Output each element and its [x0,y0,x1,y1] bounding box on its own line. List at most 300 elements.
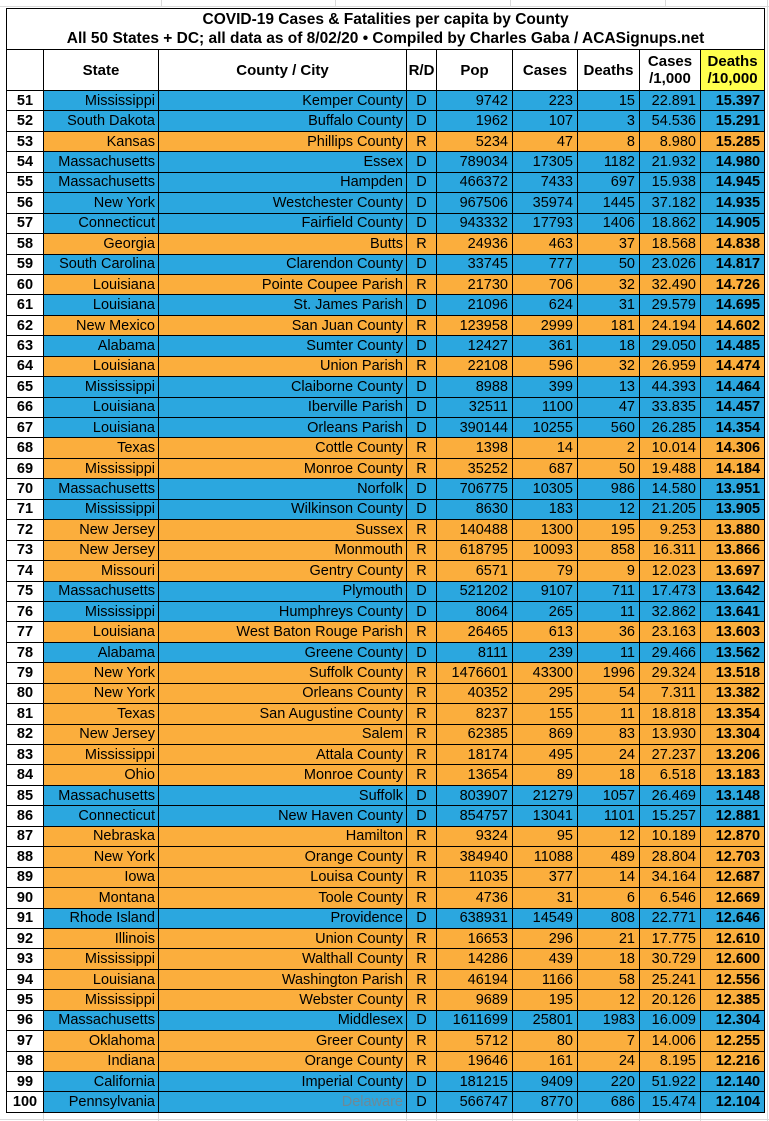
cell-county[interactable]: Humphreys County [159,601,407,621]
cell-population[interactable]: 8988 [437,377,513,397]
cell-party[interactable]: R [407,1051,437,1071]
cell-deaths[interactable]: 11 [578,704,640,724]
cell-state[interactable]: Massachusetts [44,785,159,805]
cell-population[interactable]: 46194 [437,969,513,989]
cell-county[interactable]: Kemper County [159,91,407,111]
cell-cases-per-1000[interactable]: 29.579 [640,295,701,315]
cell-party[interactable]: R [407,622,437,642]
cell-cases[interactable]: 1300 [513,520,578,540]
cell-population[interactable]: 181215 [437,1072,513,1092]
cell-deaths[interactable]: 12 [578,499,640,519]
cell-deaths[interactable]: 181 [578,315,640,335]
cell-cases-per-1000[interactable]: 18.568 [640,234,701,254]
cell-cases[interactable]: 10093 [513,540,578,560]
cell-cases[interactable]: 155 [513,704,578,724]
cell-cases-per-1000[interactable]: 8.195 [640,1051,701,1071]
cell-population[interactable]: 8111 [437,642,513,662]
cell-cases[interactable]: 495 [513,745,578,765]
cell-rank[interactable]: 100 [7,1092,44,1112]
cell-cases[interactable]: 17305 [513,152,578,172]
cell-deaths[interactable]: 18 [578,336,640,356]
cell-cases[interactable]: 31 [513,888,578,908]
cell-party[interactable]: R [407,561,437,581]
cell-population[interactable]: 566747 [437,1092,513,1112]
cell-county[interactable]: Attala County [159,745,407,765]
cell-deaths-per-10000[interactable]: 13.951 [701,479,765,499]
cell-party[interactable]: D [407,581,437,601]
cell-population[interactable]: 16653 [437,928,513,948]
cell-county[interactable]: Salem [159,724,407,744]
cell-party[interactable]: D [407,601,437,621]
cell-rank[interactable]: 75 [7,581,44,601]
cell-cases[interactable]: 9409 [513,1072,578,1092]
cell-deaths-per-10000[interactable]: 12.669 [701,888,765,908]
cell-deaths-per-10000[interactable]: 12.140 [701,1072,765,1092]
cell-cases[interactable]: 2999 [513,315,578,335]
cell-deaths[interactable]: 489 [578,847,640,867]
cell-cases-per-1000[interactable]: 29.050 [640,336,701,356]
cell-deaths-per-10000[interactable]: 12.646 [701,908,765,928]
column-header-county[interactable]: County / City [159,50,407,91]
cell-population[interactable]: 62385 [437,724,513,744]
cell-state[interactable]: Mississippi [44,990,159,1010]
cell-rank[interactable]: 97 [7,1031,44,1051]
cell-deaths[interactable]: 32 [578,356,640,376]
cell-population[interactable]: 8630 [437,499,513,519]
cell-cases-per-1000[interactable]: 16.311 [640,540,701,560]
cell-cases[interactable]: 624 [513,295,578,315]
cell-state[interactable]: Texas [44,438,159,458]
cell-deaths-per-10000[interactable]: 12.304 [701,1010,765,1030]
cell-county[interactable]: Buffalo County [159,111,407,131]
cell-state[interactable]: New Mexico [44,315,159,335]
cell-rank[interactable]: 86 [7,806,44,826]
cell-county[interactable]: Webster County [159,990,407,1010]
cell-population[interactable]: 32511 [437,397,513,417]
cell-deaths[interactable]: 808 [578,908,640,928]
cell-party[interactable]: D [407,254,437,274]
cell-cases-per-1000[interactable]: 19.488 [640,458,701,478]
cell-county[interactable]: Greer County [159,1031,407,1051]
cell-cases-per-1000[interactable]: 32.862 [640,601,701,621]
cell-rank[interactable]: 80 [7,683,44,703]
cell-county[interactable]: Plymouth [159,581,407,601]
cell-deaths[interactable]: 24 [578,1051,640,1071]
cell-party[interactable]: D [407,479,437,499]
cell-cases[interactable]: 7433 [513,172,578,192]
cell-cases-per-1000[interactable]: 8.980 [640,131,701,151]
cell-deaths-per-10000[interactable]: 13.148 [701,785,765,805]
cell-cases-per-1000[interactable]: 23.163 [640,622,701,642]
cell-rank[interactable]: 61 [7,295,44,315]
cell-deaths-per-10000[interactable]: 13.641 [701,601,765,621]
cell-rank[interactable]: 76 [7,601,44,621]
cell-population[interactable]: 19646 [437,1051,513,1071]
cell-state[interactable]: New York [44,663,159,683]
cell-rank[interactable]: 92 [7,928,44,948]
cell-deaths[interactable]: 711 [578,581,640,601]
cell-party[interactable]: R [407,438,437,458]
cell-deaths-per-10000[interactable]: 14.838 [701,234,765,254]
cell-county[interactable]: San Augustine County [159,704,407,724]
cell-cases-per-1000[interactable]: 21.932 [640,152,701,172]
cell-deaths-per-10000[interactable]: 13.206 [701,745,765,765]
cell-rank[interactable]: 70 [7,479,44,499]
cell-county[interactable]: Hampden [159,172,407,192]
cell-rank[interactable]: 81 [7,704,44,724]
cell-state[interactable]: Alabama [44,642,159,662]
cell-cases-per-1000[interactable]: 16.009 [640,1010,701,1030]
cell-county[interactable]: Hamilton [159,826,407,846]
cell-deaths[interactable]: 195 [578,520,640,540]
cell-cases-per-1000[interactable]: 37.182 [640,193,701,213]
cell-population[interactable]: 24936 [437,234,513,254]
cell-state[interactable]: Indiana [44,1051,159,1071]
cell-rank[interactable]: 68 [7,438,44,458]
cell-deaths-per-10000[interactable]: 12.556 [701,969,765,989]
cell-cases-per-1000[interactable]: 6.518 [640,765,701,785]
cell-state[interactable]: New Jersey [44,724,159,744]
cell-deaths-per-10000[interactable]: 12.687 [701,867,765,887]
cell-cases[interactable]: 10255 [513,418,578,438]
cell-county[interactable]: Gentry County [159,561,407,581]
cell-state[interactable]: Louisiana [44,356,159,376]
cell-rank[interactable]: 65 [7,377,44,397]
cell-party[interactable]: D [407,91,437,111]
cell-party[interactable]: R [407,274,437,294]
cell-cases[interactable]: 706 [513,274,578,294]
cell-cases-per-1000[interactable]: 23.026 [640,254,701,274]
cell-cases[interactable]: 17793 [513,213,578,233]
cell-county[interactable]: Sumter County [159,336,407,356]
cell-cases[interactable]: 10305 [513,479,578,499]
cell-cases[interactable]: 265 [513,601,578,621]
cell-population[interactable]: 9742 [437,91,513,111]
cell-party[interactable]: D [407,111,437,131]
cell-population[interactable]: 13654 [437,765,513,785]
cell-state[interactable]: Connecticut [44,806,159,826]
cell-rank[interactable]: 78 [7,642,44,662]
cell-cases-per-1000[interactable]: 44.393 [640,377,701,397]
cell-county[interactable]: Butts [159,234,407,254]
cell-party[interactable]: R [407,990,437,1010]
cell-deaths-per-10000[interactable]: 13.905 [701,499,765,519]
cell-population[interactable]: 1476601 [437,663,513,683]
cell-deaths[interactable]: 83 [578,724,640,744]
cell-population[interactable]: 6571 [437,561,513,581]
cell-county[interactable]: Essex [159,152,407,172]
column-header-pop[interactable]: Pop [437,50,513,91]
cell-county[interactable]: Clarendon County [159,254,407,274]
cell-deaths-per-10000[interactable]: 14.184 [701,458,765,478]
cell-deaths[interactable]: 36 [578,622,640,642]
cell-deaths[interactable]: 686 [578,1092,640,1112]
cell-county[interactable]: Providence [159,908,407,928]
cell-party[interactable]: R [407,458,437,478]
cell-rank[interactable]: 93 [7,949,44,969]
cell-party[interactable]: R [407,745,437,765]
cell-cases[interactable]: 13041 [513,806,578,826]
cell-cases-per-1000[interactable]: 30.729 [640,949,701,969]
cell-population[interactable]: 854757 [437,806,513,826]
cell-rank[interactable]: 88 [7,847,44,867]
cell-deaths[interactable]: 32 [578,274,640,294]
cell-party[interactable]: R [407,356,437,376]
cell-party[interactable]: D [407,418,437,438]
cell-population[interactable]: 8064 [437,601,513,621]
cell-rank[interactable]: 60 [7,274,44,294]
cell-county[interactable]: Suffolk [159,785,407,805]
cell-state[interactable]: Connecticut [44,213,159,233]
cell-population[interactable]: 5712 [437,1031,513,1051]
cell-deaths-per-10000[interactable]: 14.945 [701,172,765,192]
cell-cases-per-1000[interactable]: 15.938 [640,172,701,192]
cell-state[interactable]: Mississippi [44,745,159,765]
cell-county[interactable]: Norfolk [159,479,407,499]
column-header-cases-per-1000[interactable]: Cases /1,000 [640,50,701,91]
cell-cases[interactable]: 239 [513,642,578,662]
cell-deaths-per-10000[interactable]: 14.485 [701,336,765,356]
cell-cases-per-1000[interactable]: 17.775 [640,928,701,948]
cell-state[interactable]: New Jersey [44,520,159,540]
cell-county[interactable]: Greene County [159,642,407,662]
cell-deaths[interactable]: 1057 [578,785,640,805]
cell-cases-per-1000[interactable]: 51.922 [640,1072,701,1092]
cell-party[interactable]: D [407,172,437,192]
cell-county[interactable]: Orange County [159,1051,407,1071]
cell-deaths-per-10000[interactable]: 12.881 [701,806,765,826]
cell-population[interactable]: 618795 [437,540,513,560]
cell-rank[interactable]: 51 [7,91,44,111]
cell-deaths-per-10000[interactable]: 12.610 [701,928,765,948]
cell-cases[interactable]: 613 [513,622,578,642]
cell-state[interactable]: Iowa [44,867,159,887]
cell-party[interactable]: R [407,683,437,703]
cell-state[interactable]: Kansas [44,131,159,151]
cell-party[interactable]: D [407,397,437,417]
cell-cases[interactable]: 361 [513,336,578,356]
cell-deaths-per-10000[interactable]: 13.183 [701,765,765,785]
cell-county[interactable]: Orleans County [159,683,407,703]
cell-deaths-per-10000[interactable]: 14.905 [701,213,765,233]
cell-deaths-per-10000[interactable]: 12.104 [701,1092,765,1112]
cell-county[interactable]: Westchester County [159,193,407,213]
cell-deaths[interactable]: 220 [578,1072,640,1092]
cell-deaths[interactable]: 50 [578,254,640,274]
cell-cases-per-1000[interactable]: 14.006 [640,1031,701,1051]
cell-deaths-per-10000[interactable]: 13.866 [701,540,765,560]
cell-rank[interactable]: 64 [7,356,44,376]
cell-state[interactable]: Louisiana [44,274,159,294]
cell-population[interactable]: 803907 [437,785,513,805]
cell-cases[interactable]: 47 [513,131,578,151]
cell-deaths[interactable]: 3 [578,111,640,131]
cell-deaths[interactable]: 6 [578,888,640,908]
cell-deaths-per-10000[interactable]: 13.518 [701,663,765,683]
cell-deaths[interactable]: 21 [578,928,640,948]
cell-state[interactable]: Mississippi [44,949,159,969]
cell-cases[interactable]: 161 [513,1051,578,1071]
cell-cases[interactable]: 79 [513,561,578,581]
cell-party[interactable]: R [407,949,437,969]
cell-population[interactable]: 22108 [437,356,513,376]
cell-deaths-per-10000[interactable]: 14.474 [701,356,765,376]
cell-party[interactable]: D [407,1072,437,1092]
cell-deaths-per-10000[interactable]: 14.935 [701,193,765,213]
cell-cases-per-1000[interactable]: 22.771 [640,908,701,928]
cell-state[interactable]: Mississippi [44,601,159,621]
cell-cases[interactable]: 295 [513,683,578,703]
cell-rank[interactable]: 54 [7,152,44,172]
cell-county[interactable]: Suffolk County [159,663,407,683]
cell-rank[interactable]: 84 [7,765,44,785]
cell-rank[interactable]: 58 [7,234,44,254]
cell-rank[interactable]: 57 [7,213,44,233]
cell-rank[interactable]: 72 [7,520,44,540]
cell-rank[interactable]: 95 [7,990,44,1010]
cell-rank[interactable]: 98 [7,1051,44,1071]
cell-deaths-per-10000[interactable]: 13.642 [701,581,765,601]
cell-deaths-per-10000[interactable]: 14.464 [701,377,765,397]
cell-county[interactable]: Cottle County [159,438,407,458]
cell-population[interactable]: 33745 [437,254,513,274]
cell-population[interactable]: 521202 [437,581,513,601]
cell-county[interactable]: San Juan County [159,315,407,335]
cell-county[interactable]: Toole County [159,888,407,908]
cell-cases[interactable]: 14549 [513,908,578,928]
cell-cases-per-1000[interactable]: 26.285 [640,418,701,438]
cell-county[interactable]: Delaware [159,1092,407,1112]
cell-cases[interactable]: 777 [513,254,578,274]
cell-population[interactable]: 1962 [437,111,513,131]
cell-party[interactable]: D [407,336,437,356]
cell-party[interactable]: R [407,131,437,151]
cell-rank[interactable]: 56 [7,193,44,213]
cell-state[interactable]: New York [44,193,159,213]
cell-population[interactable]: 967506 [437,193,513,213]
cell-deaths[interactable]: 12 [578,826,640,846]
cell-deaths-per-10000[interactable]: 12.870 [701,826,765,846]
cell-county[interactable]: Monroe County [159,458,407,478]
cell-deaths[interactable]: 24 [578,745,640,765]
cell-cases-per-1000[interactable]: 18.818 [640,704,701,724]
cell-rank[interactable]: 77 [7,622,44,642]
cell-county[interactable]: Fairfield County [159,213,407,233]
cell-state[interactable]: South Carolina [44,254,159,274]
cell-state[interactable]: New York [44,847,159,867]
cell-deaths[interactable]: 7 [578,1031,640,1051]
cell-state[interactable]: Louisiana [44,397,159,417]
cell-county[interactable]: Monmouth [159,540,407,560]
cell-deaths-per-10000[interactable]: 12.216 [701,1051,765,1071]
cell-cases[interactable]: 296 [513,928,578,948]
cell-cases-per-1000[interactable]: 13.930 [640,724,701,744]
cell-state[interactable]: Mississippi [44,377,159,397]
cell-cases[interactable]: 869 [513,724,578,744]
cell-cases-per-1000[interactable]: 24.194 [640,315,701,335]
cell-state[interactable]: Montana [44,888,159,908]
cell-cases-per-1000[interactable]: 29.466 [640,642,701,662]
cell-cases-per-1000[interactable]: 6.546 [640,888,701,908]
cell-county[interactable]: St. James Parish [159,295,407,315]
cell-rank[interactable]: 71 [7,499,44,519]
cell-party[interactable]: D [407,1010,437,1030]
cell-deaths[interactable]: 37 [578,234,640,254]
cell-cases[interactable]: 9107 [513,581,578,601]
cell-deaths[interactable]: 54 [578,683,640,703]
cell-rank[interactable]: 74 [7,561,44,581]
cell-county[interactable]: Orleans Parish [159,418,407,438]
cell-state[interactable]: Mississippi [44,499,159,519]
cell-party[interactable]: R [407,765,437,785]
cell-cases-per-1000[interactable]: 15.257 [640,806,701,826]
cell-county[interactable]: Union County [159,928,407,948]
cell-county[interactable]: Union Parish [159,356,407,376]
cell-deaths[interactable]: 31 [578,295,640,315]
cell-party[interactable]: R [407,520,437,540]
cell-deaths-per-10000[interactable]: 12.385 [701,990,765,1010]
cell-deaths[interactable]: 2 [578,438,640,458]
cell-state[interactable]: Mississippi [44,91,159,111]
cell-party[interactable]: R [407,867,437,887]
cell-state[interactable]: Alabama [44,336,159,356]
cell-deaths-per-10000[interactable]: 13.304 [701,724,765,744]
cell-population[interactable]: 123958 [437,315,513,335]
cell-rank[interactable]: 62 [7,315,44,335]
cell-cases[interactable]: 596 [513,356,578,376]
cell-deaths[interactable]: 1101 [578,806,640,826]
cell-party[interactable]: R [407,724,437,744]
cell-population[interactable]: 26465 [437,622,513,642]
cell-county[interactable]: Orange County [159,847,407,867]
cell-deaths[interactable]: 858 [578,540,640,560]
cell-deaths-per-10000[interactable]: 14.980 [701,152,765,172]
cell-cases[interactable]: 80 [513,1031,578,1051]
cell-cases[interactable]: 399 [513,377,578,397]
cell-state[interactable]: Illinois [44,928,159,948]
cell-deaths[interactable]: 1445 [578,193,640,213]
cell-rank[interactable]: 69 [7,458,44,478]
cell-party[interactable]: R [407,888,437,908]
cell-county[interactable]: New Haven County [159,806,407,826]
cell-cases-per-1000[interactable]: 26.469 [640,785,701,805]
cell-deaths[interactable]: 8 [578,131,640,151]
cell-party[interactable]: D [407,152,437,172]
cell-party[interactable]: D [407,1092,437,1112]
cell-deaths-per-10000[interactable]: 12.600 [701,949,765,969]
cell-cases-per-1000[interactable]: 27.237 [640,745,701,765]
cell-state[interactable]: California [44,1072,159,1092]
cell-population[interactable]: 4736 [437,888,513,908]
cell-cases[interactable]: 14 [513,438,578,458]
cell-population[interactable]: 789034 [437,152,513,172]
cell-deaths[interactable]: 15 [578,91,640,111]
cell-cases[interactable]: 223 [513,91,578,111]
cell-party[interactable]: D [407,806,437,826]
cell-population[interactable]: 11035 [437,867,513,887]
cell-party[interactable]: R [407,234,437,254]
cell-cases-per-1000[interactable]: 20.126 [640,990,701,1010]
cell-state[interactable]: Louisiana [44,622,159,642]
cell-cases[interactable]: 95 [513,826,578,846]
cell-state[interactable]: Massachusetts [44,1010,159,1030]
cell-cases-per-1000[interactable]: 10.014 [640,438,701,458]
cell-rank[interactable]: 59 [7,254,44,274]
cell-county[interactable]: Middlesex [159,1010,407,1030]
cell-cases[interactable]: 1100 [513,397,578,417]
cell-rank[interactable]: 67 [7,418,44,438]
cell-rank[interactable]: 83 [7,745,44,765]
